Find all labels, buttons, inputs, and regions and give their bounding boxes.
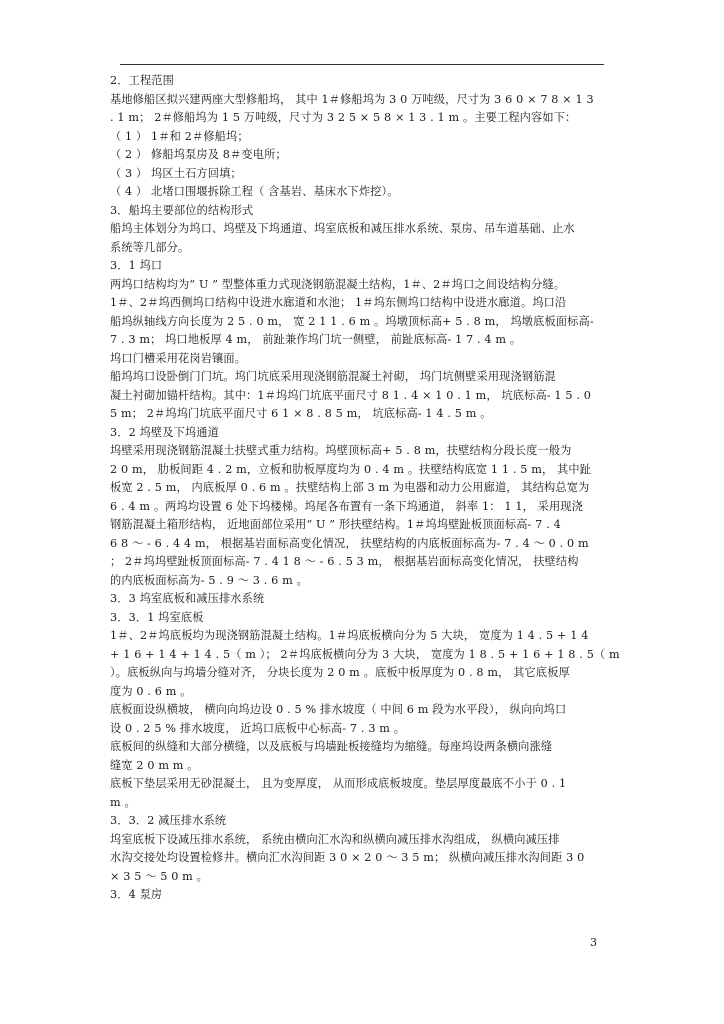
paragraph-line: m 。 bbox=[110, 795, 136, 809]
paragraph-line: 水沟交接处均设置检修井。横向汇水沟间距 3 0 × 2 0 ～ 3 5 m； 纵横向减压排水沟间距 3 0 bbox=[110, 851, 585, 864]
paragraph-line: 6 . 4 m 。两坞均设置 6 处下坞楼梯。坞尾各布置有一条下坞通道， 斜率 1： 1 1， 采用现浇 bbox=[110, 499, 583, 513]
paragraph-line: 2 0 m， 肋板间距 4 . 2 m，立板和肋板厚度均为 0 . 4 m 。扶壁结构底宽 1 1 . 5 m， 其中趾 bbox=[110, 462, 592, 476]
paragraph-line: 坞口门槽采用花岗岩镶面。 bbox=[110, 351, 247, 365]
paragraph-line: 坞室底板下设减压排水系统， 系统由横向汇水沟和纵横向减压排水沟组成， 纵横向减压排 bbox=[110, 832, 560, 846]
paragraph-line: 船坞主体划分为坞口、坞壁及下坞通道、坞室底板和减压排水系统、泵房、吊车道基础、止水 bbox=[110, 222, 575, 235]
paragraph-line: 板宽 2 . 5 m， 内底板厚 0 . 6 m 。扶壁结构上部 3 m 为电器和动力公用廊道， 其结构总宽为 bbox=[110, 481, 590, 494]
paragraph-line: 1＃、2＃坞底板均为现浇钢筋混凝土结构。1＃坞底板横向分为 5 大块， 宽度为 1 4 . 5 + 1 4 bbox=[110, 629, 589, 642]
paragraph-line: 度为 0 . 6 m 。 bbox=[110, 684, 192, 698]
paragraph-line: 船坞纵轴线方向长度为 2 5 . 0 m， 宽 2 1 1 . 6 m 。坞墩顶标高+ 5 . 8 m， 坞墩底板面标高- bbox=[110, 314, 594, 328]
paragraph-line: 坞壁采用现浇钢筋混凝土扶壁式重力结构。坞壁顶标高+ 5 . 8 m，扶壁结构分段长度一般为 bbox=[110, 444, 572, 457]
list-item: （ 2 ） 修船坞泵房及 8＃变电所； bbox=[110, 148, 287, 161]
paragraph-line: 底板间的纵缝和大部分横缝，以及底板与坞墙趾板接缝均为缩缝。每座坞设两条横向涨缝 bbox=[110, 740, 553, 753]
subsection-heading: 3．3．1 坞室底板 bbox=[110, 610, 204, 624]
subsection-heading: 3．3．2 减压排水系统 bbox=[110, 814, 227, 827]
section-heading: 3．船坞主要部位的结构形式 bbox=[110, 203, 254, 217]
paragraph-line: 系统等几部分。 bbox=[110, 240, 190, 254]
section-heading: 2．工程范围 bbox=[110, 74, 174, 87]
paragraph-line: 6 8 ～ - 6 . 4 4 m， 根据基岩面标高变化情况， 扶壁结构的内底板面标高为- 7 . 4 ～ 0 . 0 m bbox=[110, 536, 589, 550]
subsection-heading: 3．1 坞口 bbox=[110, 259, 163, 272]
paragraph-line: + 1 6 + 1 4 + 1 4 . 5（ m ）； 2＃坞底板横向分为 3 大块， 宽度为 1 8 . 5 + 1 6 + 1 8 . 5（ m bbox=[110, 647, 620, 661]
subsection-heading: 3．4 泵房 bbox=[110, 888, 163, 901]
paragraph-line: 凝土衬砌加锚杆结构。其中：1＃坞坞门坑底平面尺寸 8 1 . 4 × 1 0 . 1 m， 坑底标高- 1 5 . 0 bbox=[110, 388, 592, 402]
paragraph-line: 5 m； 2＃坞坞门坑底平面尺寸 6 1 × 8 . 8 5 m， 坑底标高- 1 4 . 5 m 。 bbox=[110, 407, 492, 420]
paragraph-line: . 1 m； 2＃修船坞为 1 5 万吨级，尺寸为 3 2 5 × 5 8 × 1 3 . 1 m 。主要工程内容如下： bbox=[110, 111, 577, 124]
paragraph-line: 船坞坞口设卧倒门门坑。坞门坑底采用现浇钢筋混凝土衬砌， 坞门坑侧壁采用现浇钢筋混 bbox=[110, 370, 556, 383]
paragraph-line: ）。底板纵向与坞墙分缝对齐， 分块长度为 2 0 m 。底板中板厚度为 0 . 8 m， 其它底板厚 bbox=[110, 666, 570, 679]
paragraph-line: 7 . 3 m； 坞口地板厚 4 m， 前趾兼作坞门坑一侧壁， 前趾底标高- 1 7 . 4 m 。 bbox=[110, 333, 522, 346]
paragraph-line: 缝宽 2 0 m m 。 bbox=[110, 758, 199, 772]
document-body bbox=[110, 72, 630, 905]
paragraph-line: 的内底板面标高为- 5 . 9 ～ 3 . 6 m 。 bbox=[110, 573, 308, 587]
list-item: （ 1 ） 1＃和 2＃修船坞； bbox=[110, 129, 249, 143]
paragraph-line: 底板下垫层采用无砂混凝土， 且为变厚度， 从而形成底板坡度。垫层厚度最底不小于 0 . 1 bbox=[110, 777, 567, 790]
paragraph-line: ； 2＃坞坞壁趾板顶面标高- 7 . 4 1 8 ～ - 6 . 5 3 m， 根据基岩面标高变化情况， 扶壁结构 bbox=[110, 555, 579, 568]
subsection-heading: 3．2 坞壁及下坞通道 bbox=[110, 425, 219, 439]
paragraph-line: 设 0 . 2 5 % 排水坡度， 近坞口底板中心标高- 7 . 3 m 。 bbox=[110, 721, 406, 735]
list-item: （ 4 ） 北堵口围堰拆除工程（ 含基岩、基床水下炸挖）。 bbox=[110, 185, 399, 198]
paragraph-line: 1＃、2＃坞西侧坞口结构中设进水廊道和水池； 1＃坞东侧坞口结构中设进水廊道。坞口沿 bbox=[110, 296, 567, 309]
page-number: 3 bbox=[590, 936, 597, 949]
paragraph-line: 底板面设纵横坡， 横向向坞边设 0 . 5 % 排水坡度（ 中间 6 m 段为水平段）， 纵向向坞口 bbox=[110, 703, 567, 716]
header-rule bbox=[120, 64, 604, 65]
paragraph-line: 基地修船区拟兴建两座大型修船坞， 其中 1＃修船坞为 3 0 万吨级，尺寸为 3 6 0 × 7 8 × 1 3 bbox=[110, 92, 594, 106]
subsection-heading: 3．3 坞室底板和减压排水系统 bbox=[110, 592, 265, 605]
paragraph-line: × 3 5 ～ 5 0 m 。 bbox=[110, 869, 208, 883]
paragraph-line: 两坞口结构均为“ U ” 型整体重力式现浇钢筋混凝土结构，1＃、2＃坞口之间设结构分缝。 bbox=[110, 277, 566, 291]
list-item: （ 3 ） 坞区土石方回填； bbox=[110, 166, 242, 180]
paragraph-line: 钢筋混凝土箱形结构， 近地面部位采用“ U ” 形扶壁结构。1＃坞坞壁趾板顶面标高- 7 . 4 bbox=[110, 518, 561, 531]
